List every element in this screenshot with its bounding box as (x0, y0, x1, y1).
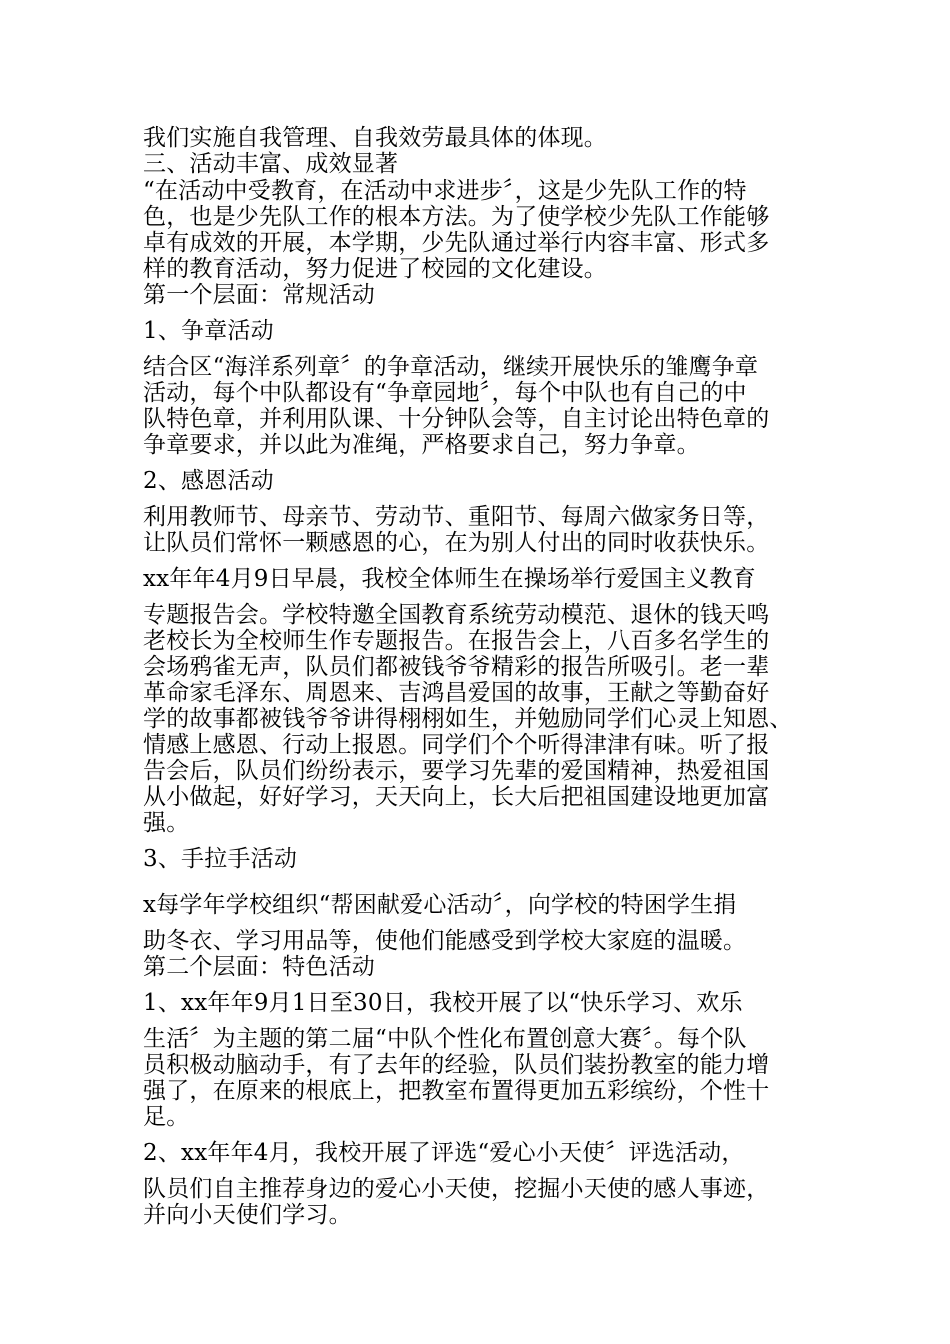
text-line: 活动，每个中队都设有“争章园地〞，每个中队也有自己的中 (143, 380, 747, 406)
text-line: 专题报告会。学校特邀全国教育系统劳动模范、退休的钱天鸣 (143, 602, 770, 628)
text-line: 争章要求，并以此为准绳，严格要求自己，努力争章。 (143, 432, 700, 458)
text-line: 卓有成效的开展，本学期，少先队通过举行内容丰富、形式多 (143, 230, 770, 256)
text-line: 强。 (143, 810, 190, 836)
item-heading: 1、争章活动 (143, 318, 274, 344)
text-line: “在活动中受教育，在活动中求进步〞，这是少先队工作的特 (143, 178, 747, 204)
text-line: 1、xx年年9月1日至30日，我校开展了以“快乐学习、欢乐 (143, 990, 743, 1016)
text-line: 会场鸦雀无声，队员们都被钱爷爷精彩的报告所吸引。老一辈 (143, 654, 770, 680)
text-line: 告会后，队员们纷纷表示，要学习先辈的爱国精神，热爱祖国 (143, 758, 770, 784)
text-line: 强了，在原来的根底上，把教室布置得更加五彩缤纷，个性十 (143, 1078, 770, 1104)
text-line: 学的故事都被钱爷爷讲得栩栩如生，并勉励同学们心灵上知恩、 (143, 706, 793, 732)
text-line: 队员们自主推荐身边的爱心小天使，挖掘小天使的感人事迹， (143, 1176, 770, 1202)
text-line: 色，也是少先队工作的根本方法。为了使学校少先队工作能够 (143, 204, 770, 230)
text-line: 生活〞为主题的第二届“中队个性化布置创意大赛〞。每个队 (143, 1026, 747, 1052)
section-heading: 三、活动丰富、成效显著 (143, 151, 399, 177)
text-line: 样的教育活动，努力促进了校园的文化建设。 (143, 256, 607, 282)
item-heading: 2、感恩活动 (143, 468, 274, 494)
subsection-heading: 第二个层面：特色活动 (143, 954, 375, 980)
subsection-heading: 第一个层面：常规活动 (143, 282, 375, 308)
text-line: x每学年学校组织“帮困献爱心活动〞，向学校的特困学生捐 (143, 892, 737, 918)
text-line: 足。 (143, 1104, 190, 1130)
text-line: 从小做起，好好学习，天天向上，长大后把祖国建设地更加富 (143, 784, 770, 810)
text-line: 结合区“海洋系列章〞的争章活动，继续开展快乐的雏鹰争章 (143, 354, 759, 380)
text-line: 利用教师节、母亲节、劳动节、重阳节、每周六做家务日等， (143, 504, 770, 530)
text-line: 老校长为全校师生作专题报告。在报告会上，八百多名学生的 (143, 628, 770, 654)
item-heading: 3、手拉手活动 (143, 846, 298, 872)
text-line: 队特色章，并利用队课、十分钟队会等，自主讨论出特色章的 (143, 406, 770, 432)
text-line: xx年年4月9日早晨，我校全体师生在操场举行爱国主义教育 (143, 566, 756, 592)
text-line: 助冬衣、学习用品等，使他们能感受到学校大家庭的温暖。 (143, 928, 747, 954)
text-line: 并向小天使们学习。 (143, 1202, 352, 1228)
text-line: 员积极动脑动手，有了去年的经验，队员们装扮教室的能力增 (143, 1052, 770, 1078)
text-line: 我们实施自我管理、自我效劳最具体的体现。 (143, 125, 607, 151)
text-line: 让队员们常怀一颗感恩的心，在为别人付出的同时收获快乐。 (143, 530, 770, 556)
text-line: 2、xx年年4月，我校开展了评选“爱心小天使〞评选活动， (143, 1140, 745, 1166)
text-line: 情感上感恩、行动上报恩。同学们个个听得津津有味。听了报 (143, 732, 770, 758)
text-line: 革命家毛泽东、周恩来、吉鸿昌爱国的故事，王献之等勤奋好 (143, 680, 770, 706)
